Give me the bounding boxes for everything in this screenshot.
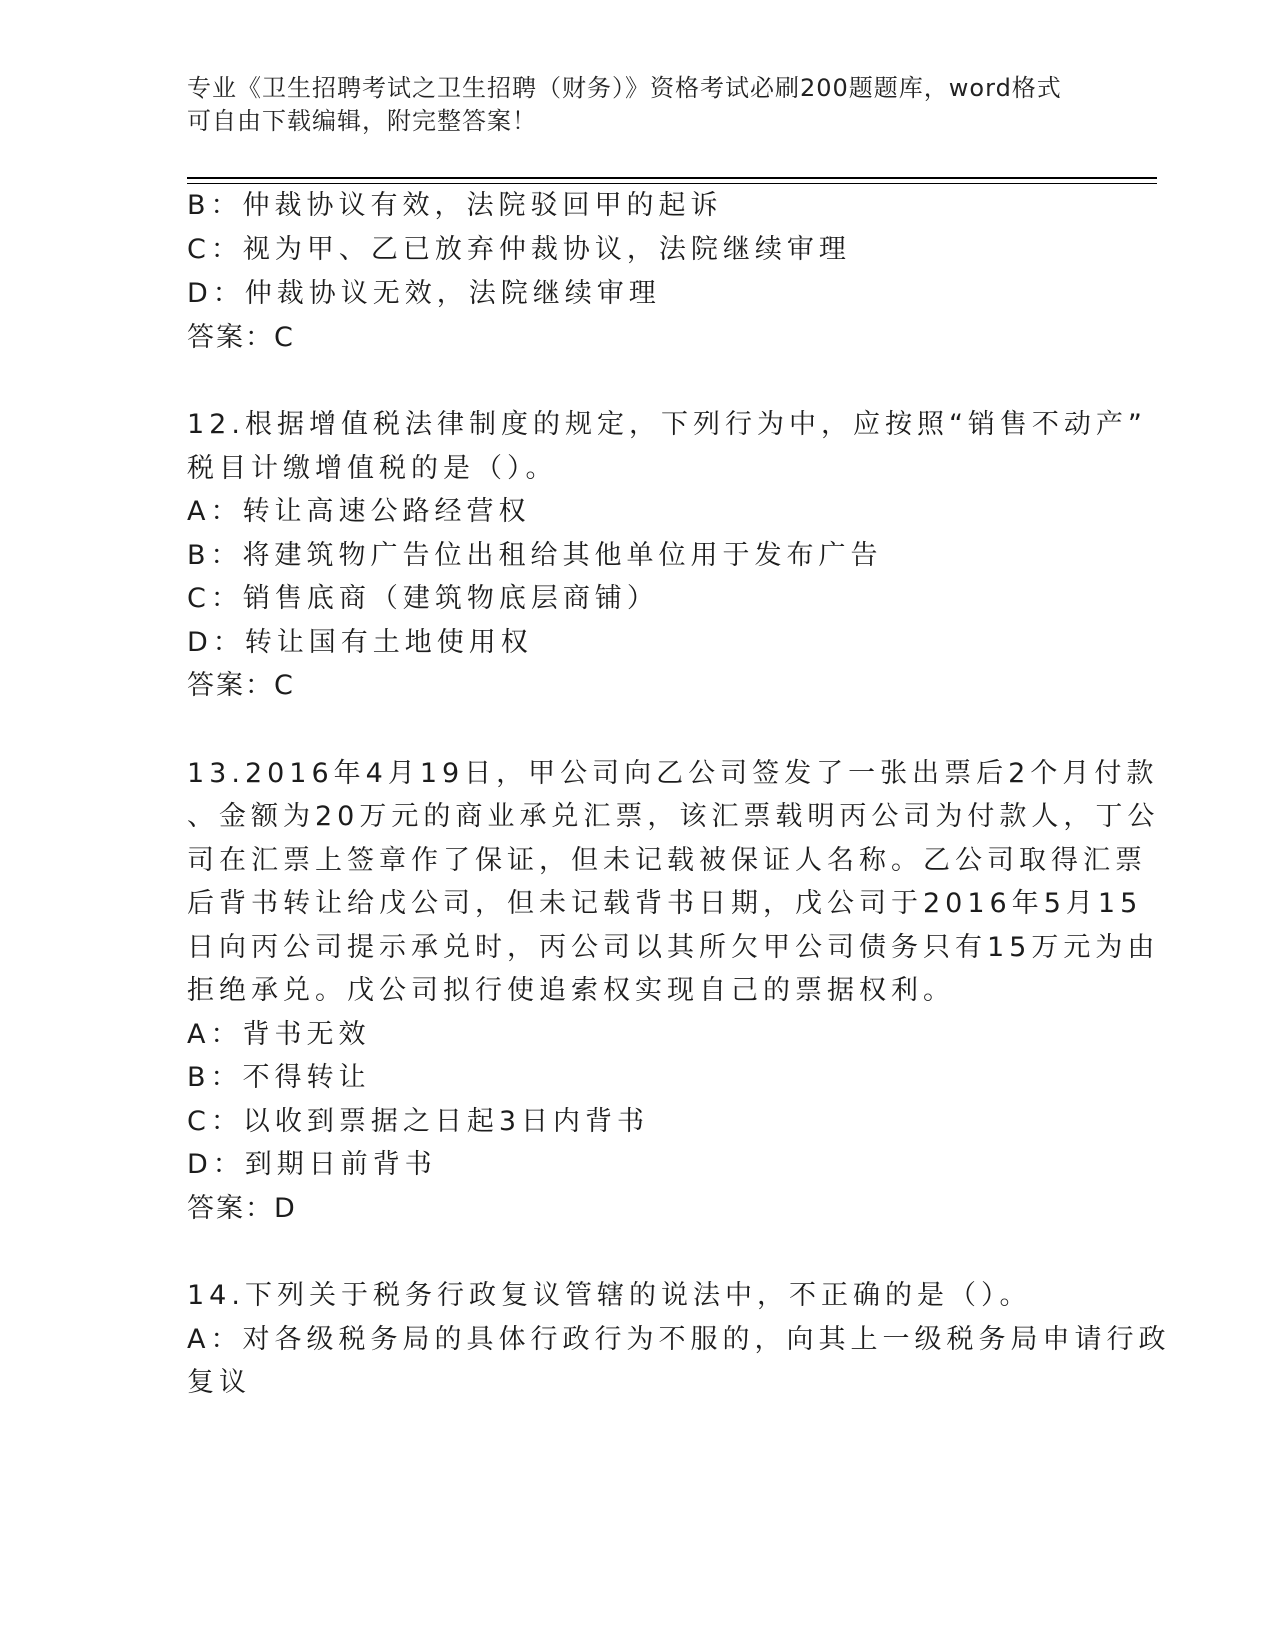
q12-stem-line-2: 税目计缴增值税的是（）。 [187, 453, 558, 484]
q13-stem-line-5: 日向丙公司提示承兑时，丙公司以其所欠甲公司债务只有15万元为由 [187, 932, 1160, 963]
q12-option-a: A：转让高速公路经营权 [187, 496, 531, 527]
header-rule-thick [187, 177, 1157, 179]
q11-answer: 答案：C [187, 322, 295, 353]
q13-option-b: B：不得转让 [187, 1062, 371, 1093]
header-line-1: 专业《卫生招聘考试之卫生招聘（财务）》资格考试必刷200题题库，word格式 [187, 74, 1062, 102]
q13-stem-line-3: 司在汇票上签章作了保证，但未记载被保证人名称。乙公司取得汇票 [187, 845, 1147, 876]
q11-option-d: D：仲裁协议无效，法院继续审理 [187, 278, 661, 309]
q12-option-c: C：销售底商（建筑物底层商铺） [187, 583, 659, 614]
q13-stem-line-2: 、金额为20万元的商业承兑汇票，该汇票载明丙公司为付款人，丁公 [187, 801, 1160, 832]
q12-answer: 答案：C [187, 670, 295, 701]
q14-option-a-line-2: 复议 [187, 1367, 251, 1398]
document-header [187, 72, 1067, 138]
q12-stem-line-1: 12.根据增值税法律制度的规定，下列行为中，应按照“销售不动产” [187, 409, 1147, 440]
header-rule-thin [187, 183, 1157, 184]
q14-stem-line-1: 14.下列关于税务行政复议管辖的说法中，不正确的是（）。 [187, 1280, 1032, 1311]
q14-option-a-line-1: A：对各级税务局的具体行政行为不服的，向其上一级税务局申请行政 [187, 1324, 1171, 1355]
q13-answer: 答案：D [187, 1193, 297, 1224]
q13-option-a: A：背书无效 [187, 1019, 371, 1050]
q13-stem-line-4: 后背书转让给戊公司，但未记载背书日期，戊公司于2016年5月15 [187, 888, 1143, 919]
q12-option-b: B：将建筑物广告位出租给其他单位用于发布广告 [187, 540, 883, 571]
header-line-2: 可自由下载编辑，附完整答案！ [187, 107, 537, 135]
q13-option-c: C：以收到票据之日起3日内背书 [187, 1106, 650, 1137]
q13-stem-line-6: 拒绝承兑。戊公司拟行使追索权实现自己的票据权利。 [187, 975, 955, 1006]
q11-option-c: C：视为甲、乙已放弃仲裁协议，法院继续审理 [187, 234, 851, 265]
q13-stem-line-1: 13.2016年4月19日，甲公司向乙公司签发了一张出票后2个月付款 [187, 758, 1159, 789]
q11-option-b: B：仲裁协议有效，法院驳回甲的起诉 [187, 190, 723, 221]
q12-option-d: D：转让国有土地使用权 [187, 627, 533, 658]
q13-option-d: D：到期日前背书 [187, 1149, 437, 1180]
